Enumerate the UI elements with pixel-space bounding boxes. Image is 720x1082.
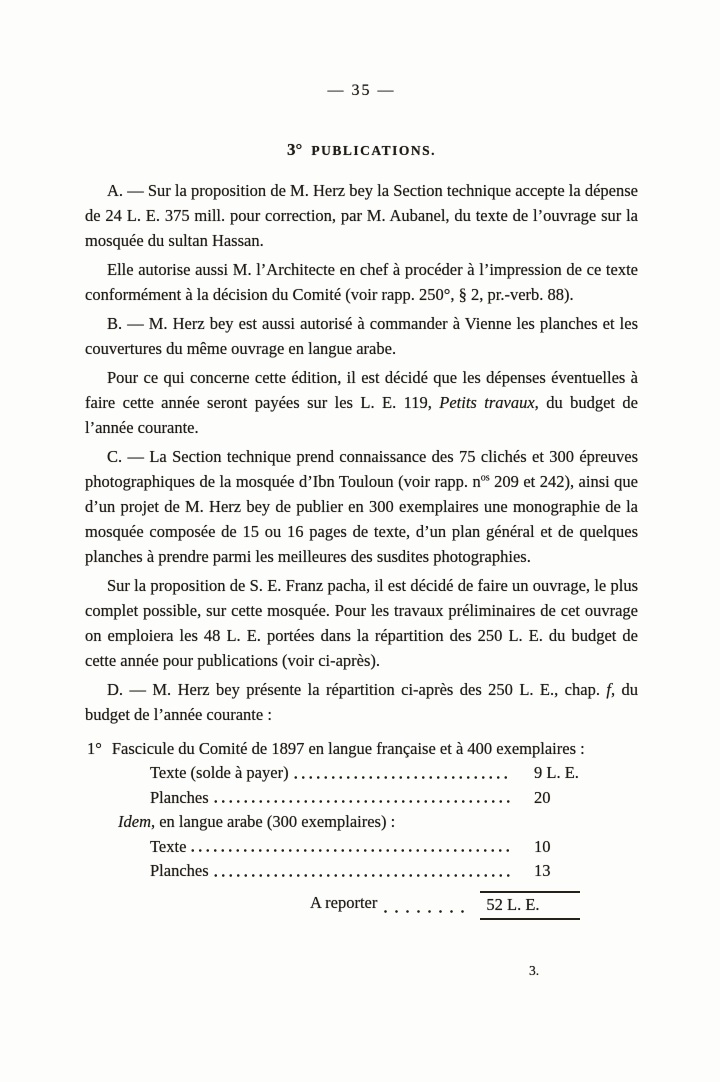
text-segment: 209 et 242), ainsi que d’un projet de M. Herz bey de publier en 300 exemplaires une monographie de la mosquée composée de 15 ou 16 pages de texte, d’un plan général et de quelques planches à prendre parmi les meilleures des susdites photographies.: [85, 472, 639, 566]
dotted-leader: [292, 775, 512, 780]
row-amount: 10: [534, 836, 551, 856]
text-segment: Sur la proposition de S. E. Franz pacha, il est décidé de faire un ouvrage, le plus complet possible, sur cette mosquée. Pour les travaux préliminaires de cet ouvrage on emploiera les 48 L. E. portées dans la répartition des 250 L. E. du budget de cette année pour publications (voir ci-après).: [85, 576, 638, 670]
allocation-table: [85, 736, 638, 920]
table-row: [150, 786, 638, 811]
paragraph-a: [85, 178, 638, 253]
page-number: — 35 —: [327, 82, 396, 99]
paragraph-c-continuation: [85, 573, 638, 673]
row-amount: 20: [534, 787, 551, 807]
paragraph-b: [85, 311, 638, 361]
section-heading: [85, 137, 638, 163]
row-amount: 9 L. E.: [534, 763, 579, 782]
signature-mark: 3.: [529, 963, 540, 978]
text-segment: , du budget de l’année courante :: [85, 680, 638, 724]
row-label: Planches: [150, 787, 209, 807]
total-amount: 52 L. E.: [480, 891, 580, 921]
list-marker: 1°: [87, 739, 102, 758]
document-body: [85, 178, 638, 920]
dotted-leader: [212, 799, 512, 804]
text-segment: , du budget de l’année courante.: [85, 393, 638, 437]
row-label: Texte: [150, 836, 187, 856]
text-segment: Petits travaux: [439, 393, 535, 412]
table-row: [150, 761, 638, 786]
text-segment: f: [606, 680, 611, 699]
table-row: [150, 835, 638, 860]
text-segment: Idem: [118, 812, 151, 831]
row-label: Planches: [150, 861, 209, 880]
text-segment: D. — M. Herz bey présente la répartition ci-après des 250 L. E., chap.: [107, 680, 607, 699]
dotted-leader: [212, 873, 512, 878]
table-row: [150, 859, 638, 884]
text-segment: C. — La Section technique prend connaissance des 75 clichés et 300 épreuves photographiques de la mosquée d’Ibn Touloun (voir rapp. n: [85, 447, 638, 491]
section-number: 3°: [287, 140, 303, 159]
paragraph-c: [85, 444, 638, 569]
row-label: Texte (solde à payer): [150, 763, 289, 782]
text-segment: B. — M. Herz bey est aussi autorisé à commander à Vienne les planches et les couvertures du même ouvrage en langue arabe.: [85, 314, 638, 358]
text-segment: os: [480, 472, 490, 484]
text-segment: , en langue arabe (300 exemplaires) :: [150, 812, 396, 831]
text-segment: Pour ce qui concerne cette édition, il est décidé que les dépenses éventuelles à faire cette année seront payées sur les L. E. 119,: [85, 368, 638, 412]
total-label: A reporter: [310, 892, 378, 912]
text-segment: Elle autorise aussi M. l’Architecte en chef à procéder à l’impression de ce texte conformément à la décision du Comité (voir rapp. 250°, § 2, pr.-verb. 88).: [85, 260, 638, 304]
section-title: PUBLICATIONS.: [311, 143, 436, 158]
paragraph-b-continuation: [85, 365, 638, 440]
row-amount: 13: [534, 861, 551, 880]
paragraph-a-continuation: [85, 257, 638, 307]
table-intro-text: Fascicule du Comité de 1897 en langue française et à 400 exemplaires :: [111, 739, 585, 758]
paragraph-d: [85, 677, 638, 727]
dotted-leader: [189, 848, 512, 853]
table-subhead: [118, 810, 638, 835]
table-intro-line: [87, 736, 638, 761]
table-total-row: [310, 891, 638, 921]
text-segment: A. — Sur la proposition de M. Herz bey la Section technique accepte la dépense de 24 L. E. 375 mill. pour correction, par M. Aubanel, du texte de l’ouvrage sur la mosquée du sultan Hassan.: [85, 181, 638, 250]
dotted-leader: [380, 909, 468, 914]
